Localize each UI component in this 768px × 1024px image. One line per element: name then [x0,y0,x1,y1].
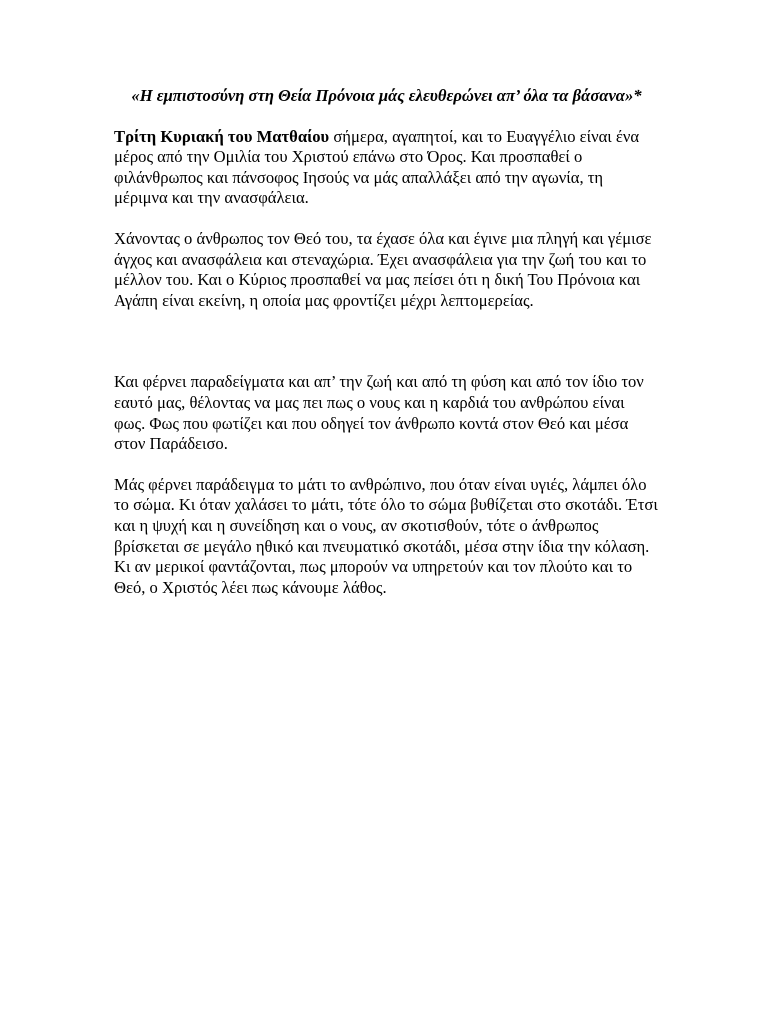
document-title: «Η εμπιστοσύνη στη Θεία Πρόνοια μάς ελευθερώνει απ’ όλα τα βάσανα»* [131,86,642,105]
paragraph-1 [114,127,659,209]
paragraph-2-text: Χάνοντας ο άνθρωπος τον Θεό του, τα έχασε όλα και έγινε μια πληγή και γέμισε άγχος και ανασφάλεια και στεναχώρια. Έχει ανασφάλεια για την ζωή του και το μέλλον του. Και ο Κύριος προσπαθεί να μας πείσει ότι η δική Του Πρόνοια και Αγάπη είναι εκείνη, η οποία μας φροντίζει μέχρι λεπτομερείας. [114,228,652,310]
document-page [114,86,659,618]
paragraph-4 [114,475,659,599]
paragraph-1-text: σήμερα, αγαπητοί, και το Ευαγγέλιο είναι ένα μέρος από την Ομιλία του Χριστού επάνω στο Όρος. Και προσπαθεί ο φιλάνθρωπος και πάνσοφος Ιησούς να μάς απαλλάξει από την αγωνία, τη μέριμνα και την ανασφάλεια. [114,126,640,208]
paragraph-3-text: Και φέρνει παραδείγματα και απ’ την ζωή και από τη φύση και από τον ίδιο τον εαυτό μας, θέλοντας να μας πει πως ο νους και η καρδιά του ανθρώπου είναι φως. Φως που φωτίζει και που οδηγεί τον άνθρωπο κοντά στον Θεό και μέσα στον Παράδεισο. [114,372,644,454]
paragraph-2 [114,229,659,311]
paragraph-3 [114,372,659,454]
paragraph-4-text: Μάς φέρνει παράδειγμα το μάτι το ανθρώπινο, που όταν είναι υγιές, λάμπει όλο το σώμα. Κι όταν χαλάσει το μάτι, τότε όλο το σώμα βυθίζεται στο σκοτάδι. Έτσι και η ψυχή και η συνείδηση και ο νους, αν σκοτισθούν, τότε ο άνθρωπος βρίσκεται σε μεγάλο ηθικό και πνευματικό σκοτάδι, μέσα στην ίδια την κόλαση. Κι αν μερικοί φαντάζονται, πως μπορούν να υπηρετούν και τον πλούτο και το Θεό, ο Χριστός λέει πως κάνουμε λάθος. [114,474,658,597]
paragraph-1-lead: Τρίτη Κυριακή του Ματθαίου [114,126,330,146]
